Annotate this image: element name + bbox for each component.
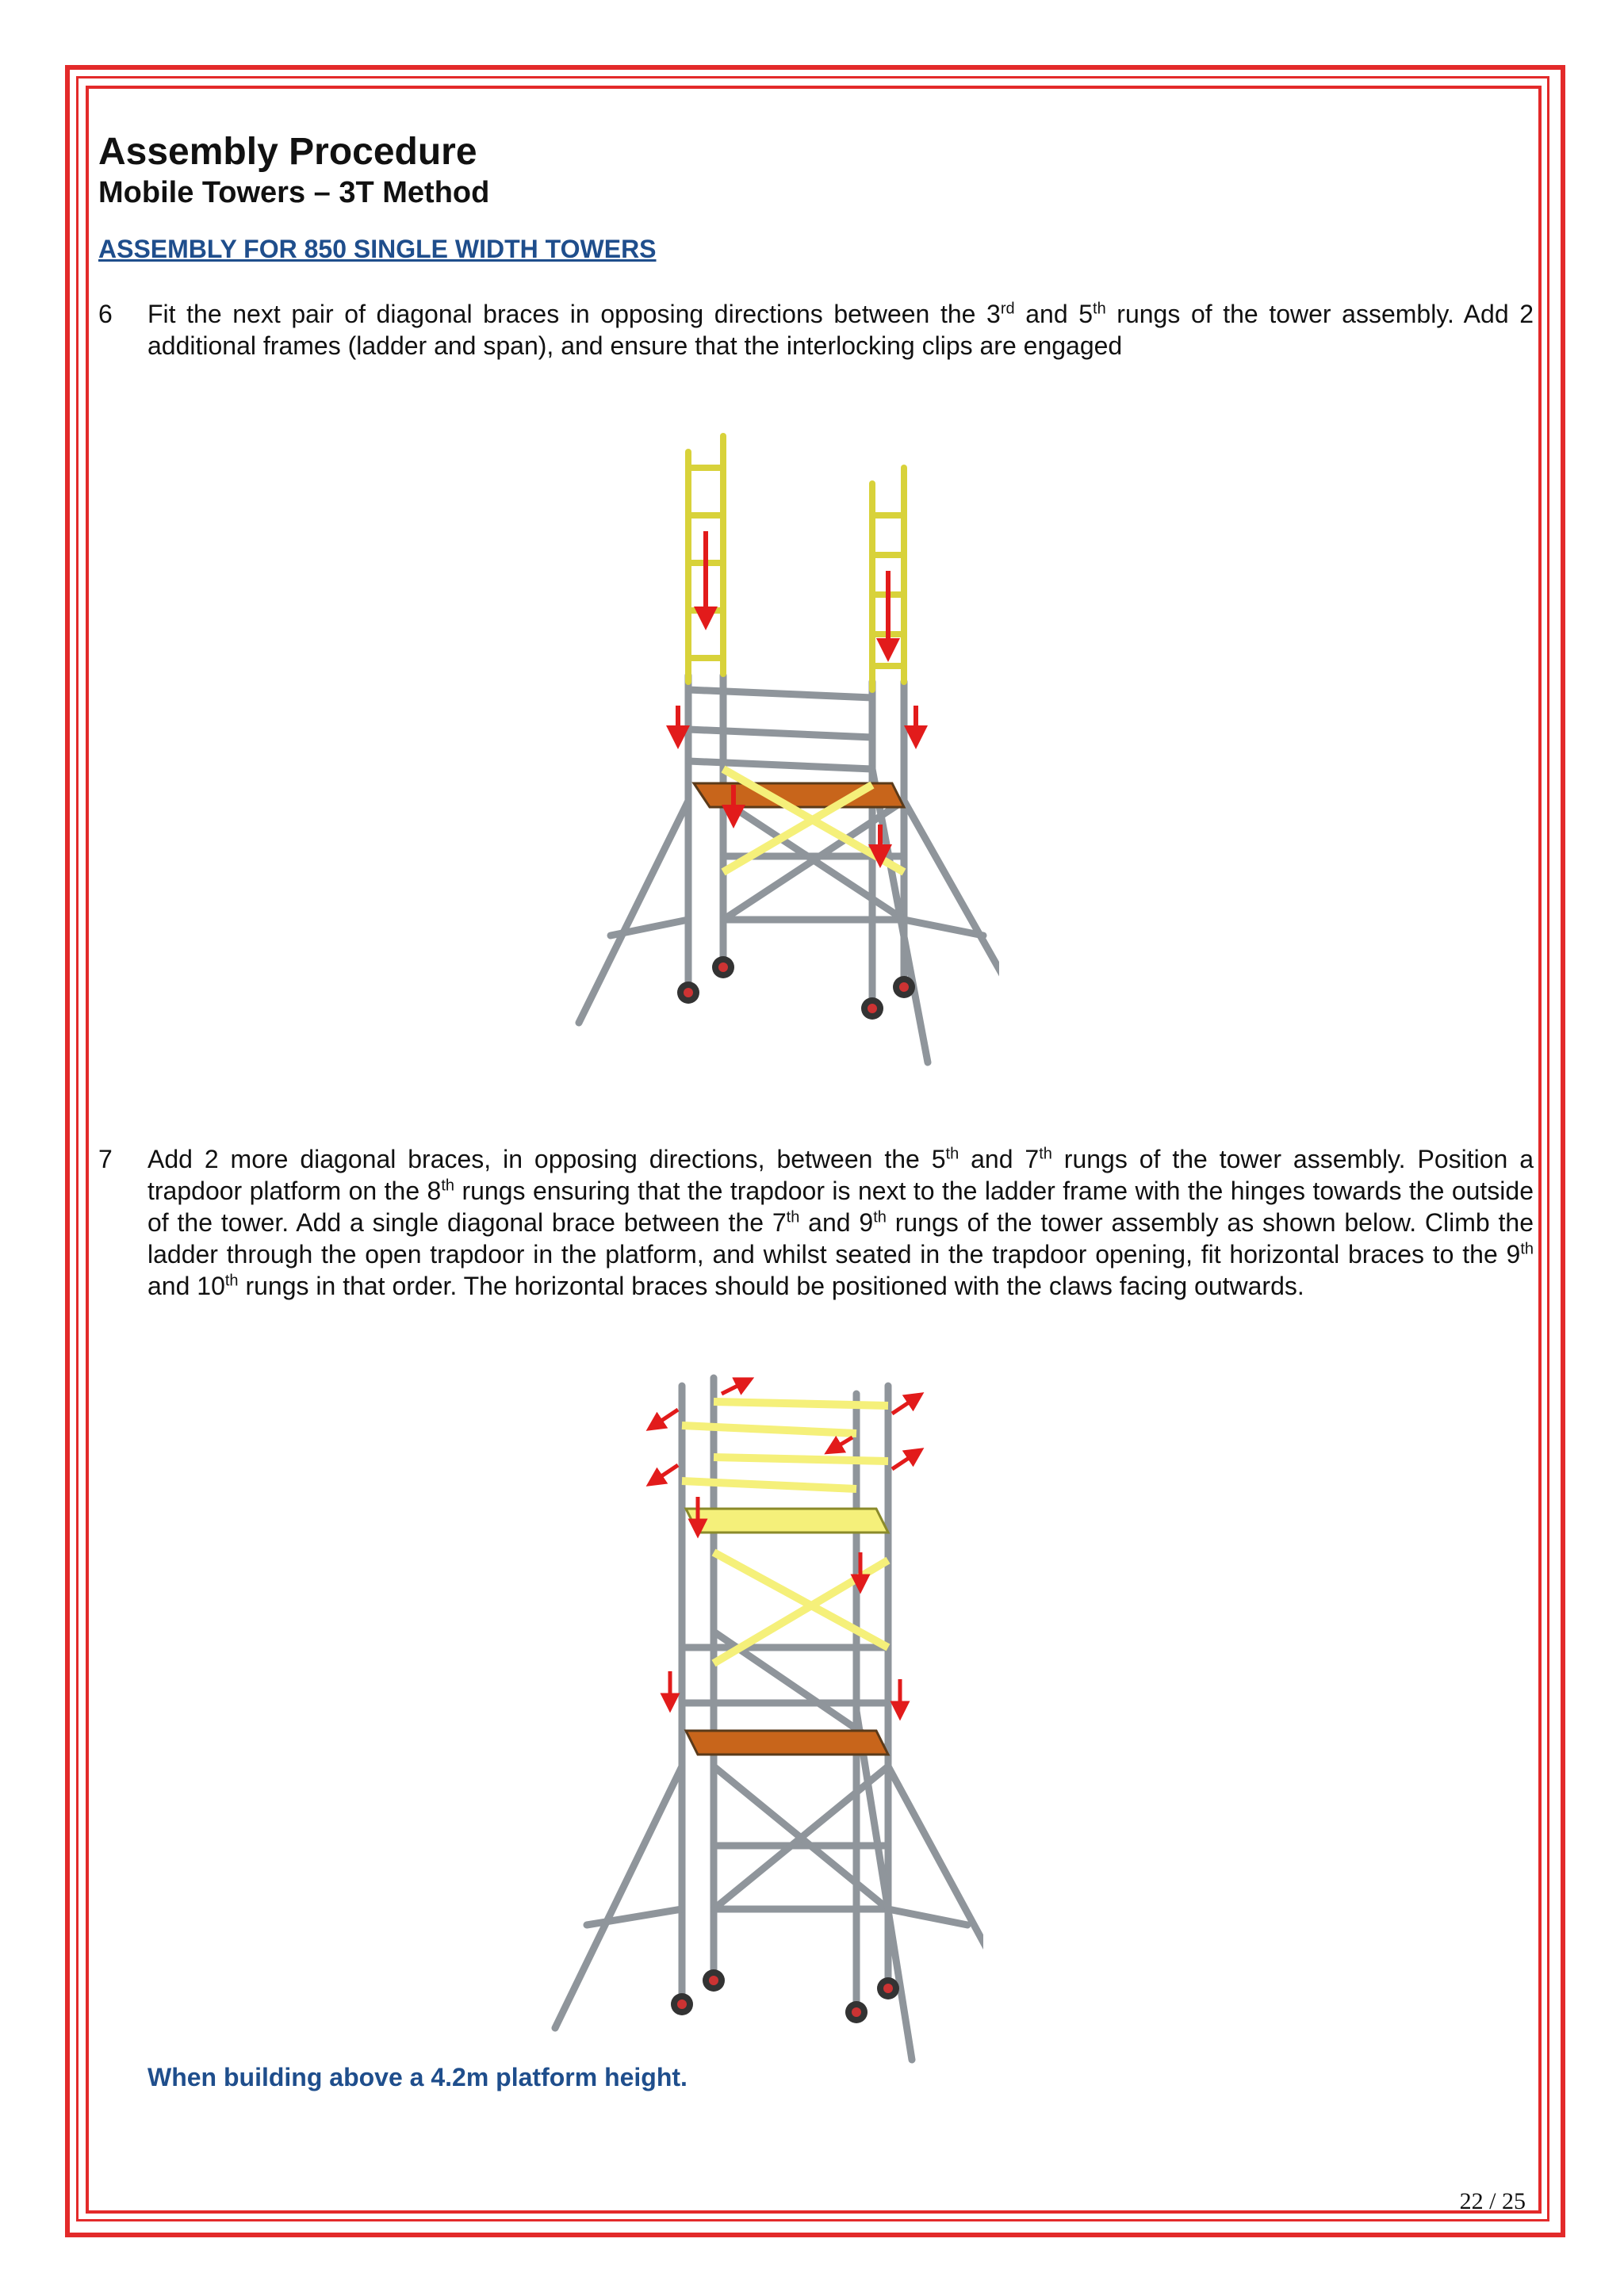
tower-diagram-step-6	[555, 428, 999, 1078]
step-number: 7	[98, 1145, 113, 1173]
step-text: Fit the next pair of diagonal braces in opposing directions between the 3rd and 5th rungs of the tower assembly. Add 2 additional frames (ladder and span), and ensure that the interlocking clips are engaged	[147, 300, 1534, 360]
height-note: When building above a 4.2m platform height.	[147, 2063, 688, 2091]
step-number: 6	[98, 300, 113, 328]
page-subtitle: Mobile Towers – 3T Method	[98, 176, 490, 209]
step-text: Add 2 more diagonal braces, in opposing directions, between the 5th and 7th rungs of the tower assembly. Position a trapdoor platform on the 8th rungs ensuring that the trapdoor is next to the ladder frame with the hinges towards the outside of the tower. Add a single diagonal brace between the 7th and 9th rungs of the tower assembly as shown below. Climb the ladder through the open trapdoor in the platform, and whilst seated in the trapdoor opening, fit horizontal braces to the 9th and 10th rungs in that order. The horizontal braces should be positioned with the claws facing outwards.	[147, 1145, 1534, 1300]
tower-diagram-step-7	[539, 1370, 983, 2068]
page-title: Assembly Procedure	[98, 131, 477, 173]
page-number: 22 / 25	[1459, 2188, 1526, 2214]
step-6	[98, 298, 1534, 362]
step-7	[98, 1143, 1534, 1302]
section-heading: ASSEMBLY FOR 850 SINGLE WIDTH TOWERS	[98, 235, 657, 263]
